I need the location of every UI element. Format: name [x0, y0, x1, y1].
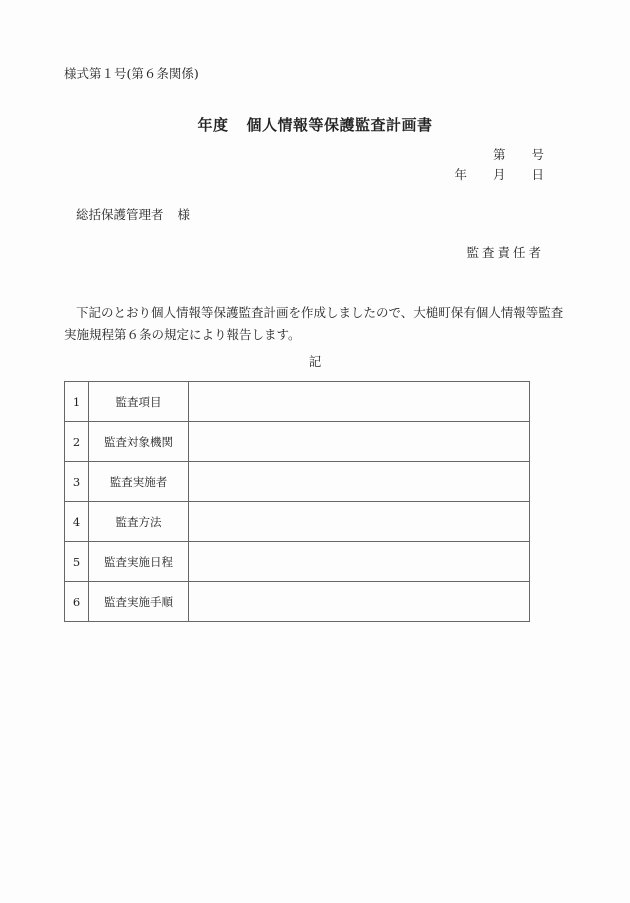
table-row: [65, 582, 530, 622]
document-title: [0, 114, 630, 135]
body-line-1: 下記のとおり個人情報等保護監査計画を作成しましたので、大槌町保有個人情報等監査: [76, 305, 564, 320]
doc-number-go: 号: [531, 147, 544, 162]
row-value-field[interactable]: [189, 502, 530, 542]
row-value-field[interactable]: [189, 382, 530, 422]
table-row: [65, 382, 530, 422]
row-label: 監査実施日程: [89, 542, 189, 582]
row-number: 6: [65, 582, 89, 622]
addressee: [76, 205, 190, 223]
document-number: [493, 145, 544, 163]
row-value-field[interactable]: [189, 582, 530, 622]
row-value-field[interactable]: [189, 462, 530, 502]
date-day: 日: [531, 167, 544, 182]
form-number: 様式第１号(第６条関係): [64, 66, 199, 81]
date-year: 年: [454, 167, 467, 182]
table-row: [65, 502, 530, 542]
audit-plan-table: [64, 381, 530, 622]
row-number: 4: [65, 502, 89, 542]
row-number: 3: [65, 462, 89, 502]
auditor-label: 監査責任者: [466, 245, 544, 260]
row-label: 監査対象機関: [89, 422, 189, 462]
row-value-field[interactable]: [189, 542, 530, 582]
title-year-prefix: 年度: [197, 116, 229, 134]
row-number: 5: [65, 542, 89, 582]
body-line-2: 実施規程第６条の規定により報告します。: [64, 327, 301, 342]
body-text: [64, 302, 564, 346]
table-row: [65, 542, 530, 582]
addressee-name: 総括保護管理者: [76, 207, 164, 222]
date-month: 月: [492, 167, 506, 182]
row-number: 1: [65, 382, 89, 422]
document-date: [454, 165, 544, 183]
row-label: 監査方法: [89, 502, 189, 542]
doc-number-dai: 第: [492, 147, 506, 162]
addressee-honorific: 様: [177, 207, 191, 222]
table-row: [65, 462, 530, 502]
row-value-field[interactable]: [189, 422, 530, 462]
row-number: 2: [65, 422, 89, 462]
table-row: [65, 422, 530, 462]
title-main: 個人情報等保護監査計画書: [246, 116, 433, 134]
row-label: 監査実施手順: [89, 582, 189, 622]
row-label: 監査実施者: [89, 462, 189, 502]
ki-heading: 記: [308, 354, 322, 369]
row-label: 監査項目: [89, 382, 189, 422]
